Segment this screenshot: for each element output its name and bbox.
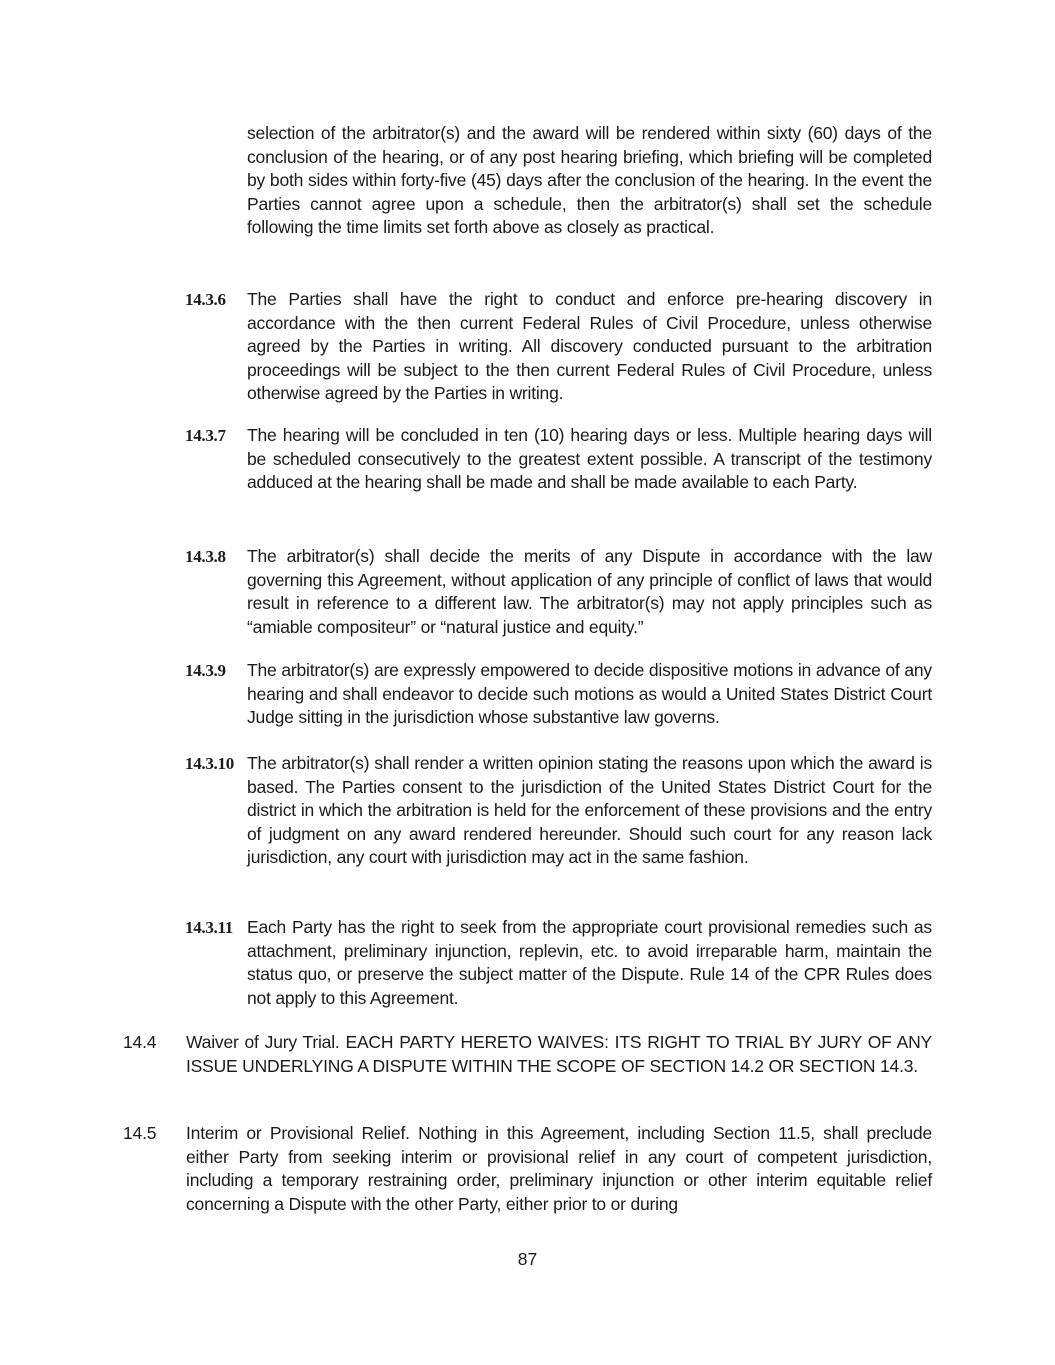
clause-text: Each Party has the right to seek from the appropriate court provisional remedies such as attachment, preliminary injunction, replevin, etc. to avoid irreparable harm, maintain the status quo, or preserve the subject matter of the Dispute. Rule 14 of the CPR Rules does not apply to this Agreement.: [247, 917, 932, 1008]
paragraph-continuation: selection of the arbitrator(s) and the award will be rendered within sixty (60) days of the conclusion of the hearing, or of any post hearing briefing, which briefing will be completed by both sides within forty-five (45) days after the conclusion of the hearing. In the event the Parties cannot agree upon a schedule, then the arbitrator(s) shall set the schedule following the time limits set forth above as closely as practical.: [247, 123, 932, 237]
clause-number: 14.3.8: [185, 547, 226, 566]
section-text: Waiver of Jury Trial. EACH PARTY HERETO WAIVES: ITS RIGHT TO TRIAL BY JURY OF ANY ISSUE UNDERLYING A DISPUTE WITHIN THE SCOPE OF SECTION 14.2 OR SECTION 14.3.: [186, 1032, 932, 1076]
clause-text: The Parties shall have the right to conduct and enforce pre-hearing discovery in accordance with the then current Federal Rules of Civil Procedure, unless otherwise agreed by the Parties in writing. All discovery conducted pursuant to the arbitration proceedings will be subject to the then current Federal Rules of Civil Procedure, unless otherwise agreed by the Parties in writing.: [247, 289, 932, 403]
section-number: 14.4: [123, 1032, 157, 1052]
clause-14-3-7: [185, 424, 932, 495]
section-text: Interim or Provisional Relief. Nothing in this Agreement, including Section 11.5, shall preclude either Party from seeking interim or provisional relief in any court of competent jurisdiction, including a temporary restraining order, preliminary injunction or other interim equitable relief concerning a Dispute with the other Party, either prior to or during: [186, 1123, 932, 1214]
clause-14-3-11: [185, 916, 932, 1010]
clause-text: The arbitrator(s) shall render a written opinion stating the reasons upon which the award is based. The Parties consent to the jurisdiction of the United States District Court for the district in which the arbitration is held for the enforcement of these provisions and the entry of judgment on any award rendered hereunder. Should such court for any reason lack jurisdiction, any court with jurisdiction may act in the same fashion.: [247, 753, 932, 867]
clause-number: 14.3.6: [185, 290, 226, 309]
clause-text: The arbitrator(s) shall decide the merits of any Dispute in accordance with the law governing this Agreement, without application of any principle of conflict of laws that would result in reference to a different law. The arbitrator(s) may not apply principles such as “amiable compositeur” or “natural justice and equity.”: [247, 546, 932, 637]
clause-number: 14.3.10: [185, 754, 234, 773]
clause-14-3-8: [185, 545, 932, 639]
section-14-4: [123, 1031, 932, 1078]
clause-number: 14.3.9: [185, 661, 226, 680]
clause-14-3-10: [185, 752, 932, 870]
clause-text: The hearing will be concluded in ten (10) hearing days or less. Multiple hearing days will be scheduled consecutively to the greatest extent possible. A transcript of the testimony adduced at the hearing shall be made and shall be made available to each Party.: [247, 425, 932, 492]
clause-number: 14.3.11: [185, 918, 233, 937]
section-number: 14.5: [123, 1123, 157, 1143]
clause-14-3-6: [185, 288, 932, 406]
clause-14-3-9: [185, 659, 932, 730]
clause-text: The arbitrator(s) are expressly empowered to decide dispositive motions in advance of any hearing and shall endeavor to decide such motions as would a United States District Court Judge sitting in the jurisdiction whose substantive law governs.: [247, 660, 932, 727]
clause-number: 14.3.7: [185, 426, 226, 445]
section-14-5: [123, 1122, 932, 1216]
page-number: 87: [517, 1249, 538, 1269]
